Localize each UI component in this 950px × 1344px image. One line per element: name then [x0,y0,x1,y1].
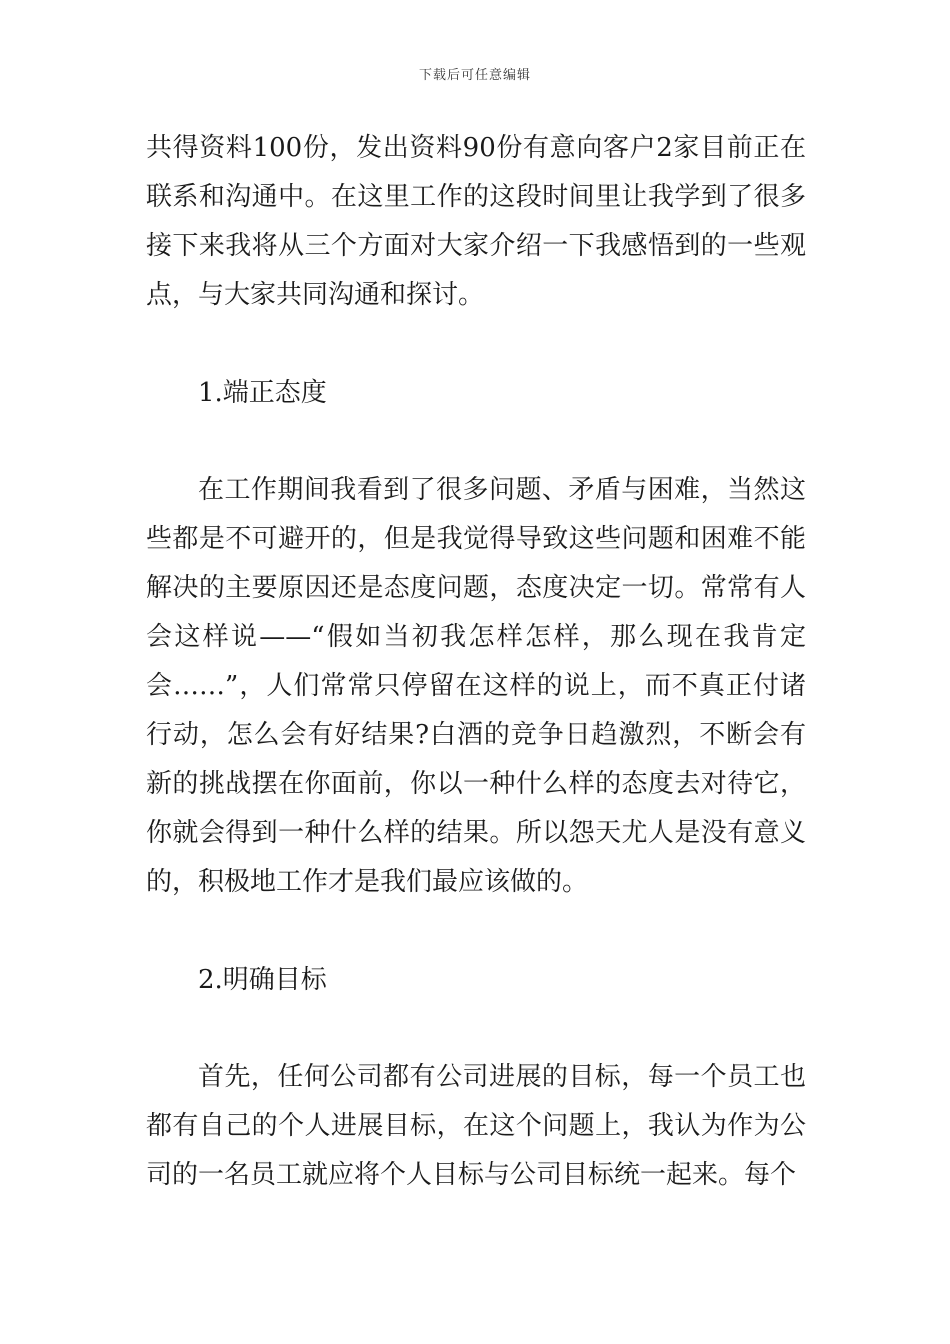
goals-paragraph: 首先，任何公司都有公司进展的目标，每一个员工也都有自己的个人进展目标，在这个问题上，我认为作为公司的一名员工就应将个人目标与公司目标统一起来。每个 [146,1062,806,1190]
intro-paragraph: 共得资料100份，发出资料90份有意向客户2家目前正在联系和沟通中。在这里工作的这段时间里让我学到了很多接下来我将从三个方面对大家介绍一下我感悟到的一些观点，与大家共同沟通和探讨。 [146,133,806,310]
section-heading-attitude: 1.端正态度 [198,378,327,408]
page-header-note: 下载后可任意编辑 [418,68,531,83]
paragraph-spacer [146,907,806,956]
paragraph-spacer [146,320,806,369]
paragraph-spacer [146,1005,806,1053]
paragraph-spacer [146,418,806,466]
section-heading-goals: 2.明确目标 [198,965,327,995]
attitude-paragraph: 在工作期间我看到了很多问题、矛盾与困难，当然这些都是不可避开的，但是我觉得导致这些问题和困难不能解决的主要原因还是态度问题，态度决定一切。常常有人会这样说——“假如当初我怎样怎样，那么现在我肯定会……”，人们常常只停留在这样的说上，而不真正付诸行动，怎么会有好结果?白酒的竞争日趋激烈，不断会有新的挑战摆在你面前，你以一种什么样的态度去对待它，你就会得到一种什么样的结果。所以怨天尤人是没有意义的，积极地工作才是我们最应该做的。 [146,475,806,897]
document-body [146,124,806,1200]
